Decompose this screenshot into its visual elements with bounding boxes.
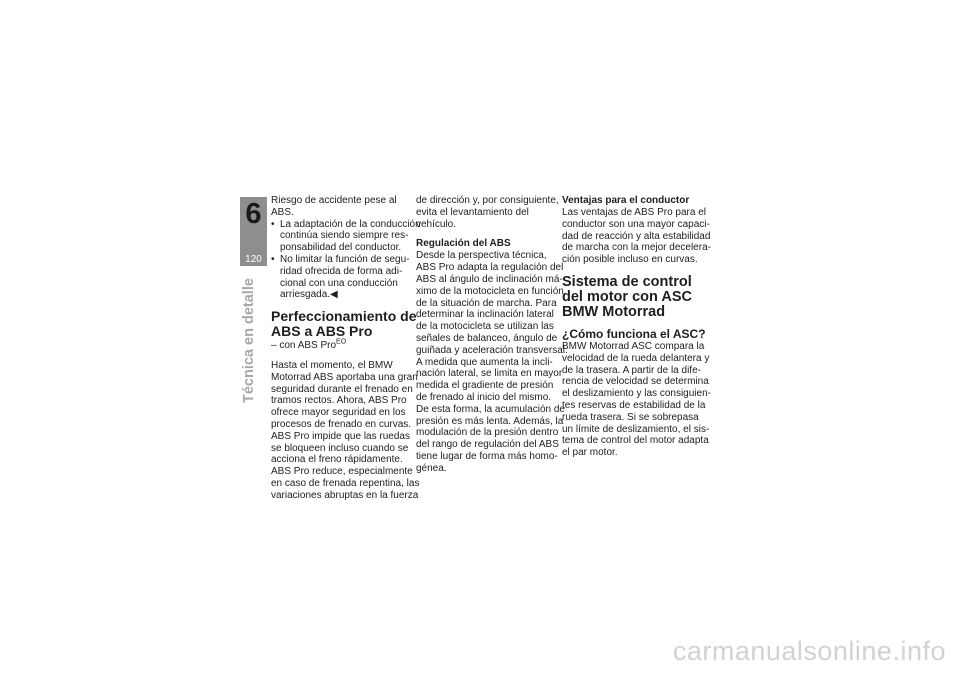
text-line: variaciones abruptas en la fuerza (271, 489, 419, 501)
section-title-line: BMW Motorrad (562, 303, 666, 320)
text-line: de la situación de marcha. Para (416, 297, 557, 309)
text-line: continúa siendo siempre res- (280, 230, 409, 242)
text-line: ponsabilidad del conductor. (280, 242, 402, 254)
subheading: Regulación del ABS (416, 238, 511, 250)
column-1 (271, 195, 421, 502)
text-line: en caso de frenada repentina, las (271, 477, 420, 489)
text-line: ofrece mayor seguridad en los (271, 407, 406, 419)
variant-note (271, 340, 408, 352)
text-line: se bloqueen incluso cuando se (271, 442, 409, 454)
text-line: modulación de la presión dentro (416, 427, 559, 439)
text-line: ridad ofrecida de forma adi- (280, 265, 403, 277)
text-line: BMW Motorrad ASC compara la (562, 340, 705, 352)
chapter-number: 6 (245, 198, 262, 230)
variant-text: – con ABS Pro (271, 340, 337, 352)
text-line: evita el levantamiento del (416, 206, 529, 218)
text-line: del rango de regulación del ABS (416, 439, 559, 451)
text-line: Hasta el momento, el BMW (271, 359, 393, 371)
section-title-line: Sistema de control (562, 273, 692, 290)
section-heading: ¿Cómo funciona el ASC? (562, 326, 706, 341)
text-line: ABS al ángulo de inclinación má- (416, 273, 563, 285)
chapter-title: Técnica en detalle (241, 278, 257, 403)
text-line: el par motor. (562, 447, 618, 459)
text-line: conductor son una mayor capaci- (562, 218, 710, 230)
section-title-line: del motor con ASC (562, 288, 692, 305)
watermark: carmanualsonline.info (672, 636, 946, 666)
text-line: el deslizamiento y las consiguien- (562, 388, 711, 400)
text-line: ABS Pro adapta la regulación del (416, 262, 564, 274)
text-line: ximo de la motocicleta en función (416, 285, 564, 297)
text-line: tes reservas de estabilidad de la (562, 399, 706, 411)
text-line: de la trasera. A partir de la dife- (562, 364, 701, 376)
text-line: tramos rectos. Ahora, ABS Pro (271, 395, 407, 407)
text-line: De esta forma, la acumulación de (416, 403, 565, 415)
text-line: seguridad durante el frenado en (271, 383, 413, 395)
text-line: un límite de deslizamiento, el sis- (562, 423, 710, 435)
text-line: nación lateral, se limita en mayor (416, 368, 563, 380)
text-line: vehículo. (416, 218, 457, 230)
text-line: guiñada y aceleración transversal. (416, 344, 568, 356)
text-line: dad de reacción y alta estabilidad (562, 230, 711, 242)
text-line: de la motocicleta se utilizan las (416, 321, 554, 333)
text-line: medida el gradiente de presión (416, 380, 554, 392)
text-line: rencia de velocidad se determina (562, 376, 709, 388)
text-line: Las ventajas de ABS Pro para el (562, 207, 706, 218)
text-line: presión es más lenta. Además, la (416, 415, 564, 427)
text-line: acciona el freno rápidamente. (271, 454, 403, 466)
text-line: señales de balanceo, ángulo de (416, 332, 558, 344)
column-3 (562, 195, 711, 459)
text-line: A medida que aumenta la incli- (416, 356, 553, 368)
bullet-item: • La adaptación de la conducción (271, 219, 408, 231)
section-heading (271, 308, 417, 339)
text-line: arriesgada.◀ (280, 289, 338, 301)
column-2 (416, 195, 568, 475)
text-line: determinar la inclinación lateral (416, 309, 554, 321)
text-line: procesos de frenado en curvas. (271, 418, 412, 430)
text-line: de frenado al inicio del mismo. (416, 391, 552, 403)
page-number: 120 (245, 254, 262, 265)
text-line: tiene lugar de forma más homo- (416, 450, 558, 462)
text-line: de dirección y, por consiguiente, (416, 195, 559, 206)
text-line: de marcha con la mejor decelera- (562, 242, 711, 254)
heading-line: ABS a ABS Pro (271, 322, 373, 339)
text-line: ción posible incluso en curvas. (562, 254, 698, 266)
text-line: velocidad de la rueda delantera y (562, 352, 710, 364)
text-line: ABS. (271, 206, 294, 218)
text-line: Desde la perspectiva técnica, (416, 250, 547, 262)
bullet-item: • No limitar la función de segu- (271, 254, 408, 266)
text-line: ABS Pro reduce, especialmente (271, 466, 413, 478)
variant-superscript: EO (336, 338, 347, 346)
section-title (562, 275, 699, 320)
text-line: ABS Pro impide que las ruedas (271, 430, 410, 442)
text-line: Riesgo de accidente pese al (271, 195, 397, 206)
text-line: cional con una conducción (280, 277, 398, 289)
text-line: tema de control del motor adapta (562, 435, 709, 447)
text-line: rueda trasera. Si se sobrepasa (562, 411, 699, 423)
heading-line: Perfeccionamiento de (271, 308, 417, 325)
subheading: Ventajas para el conductor (562, 195, 690, 206)
text-line: Motorrad ABS aportaba una gran (271, 371, 418, 383)
text-line: génea. (416, 462, 447, 474)
